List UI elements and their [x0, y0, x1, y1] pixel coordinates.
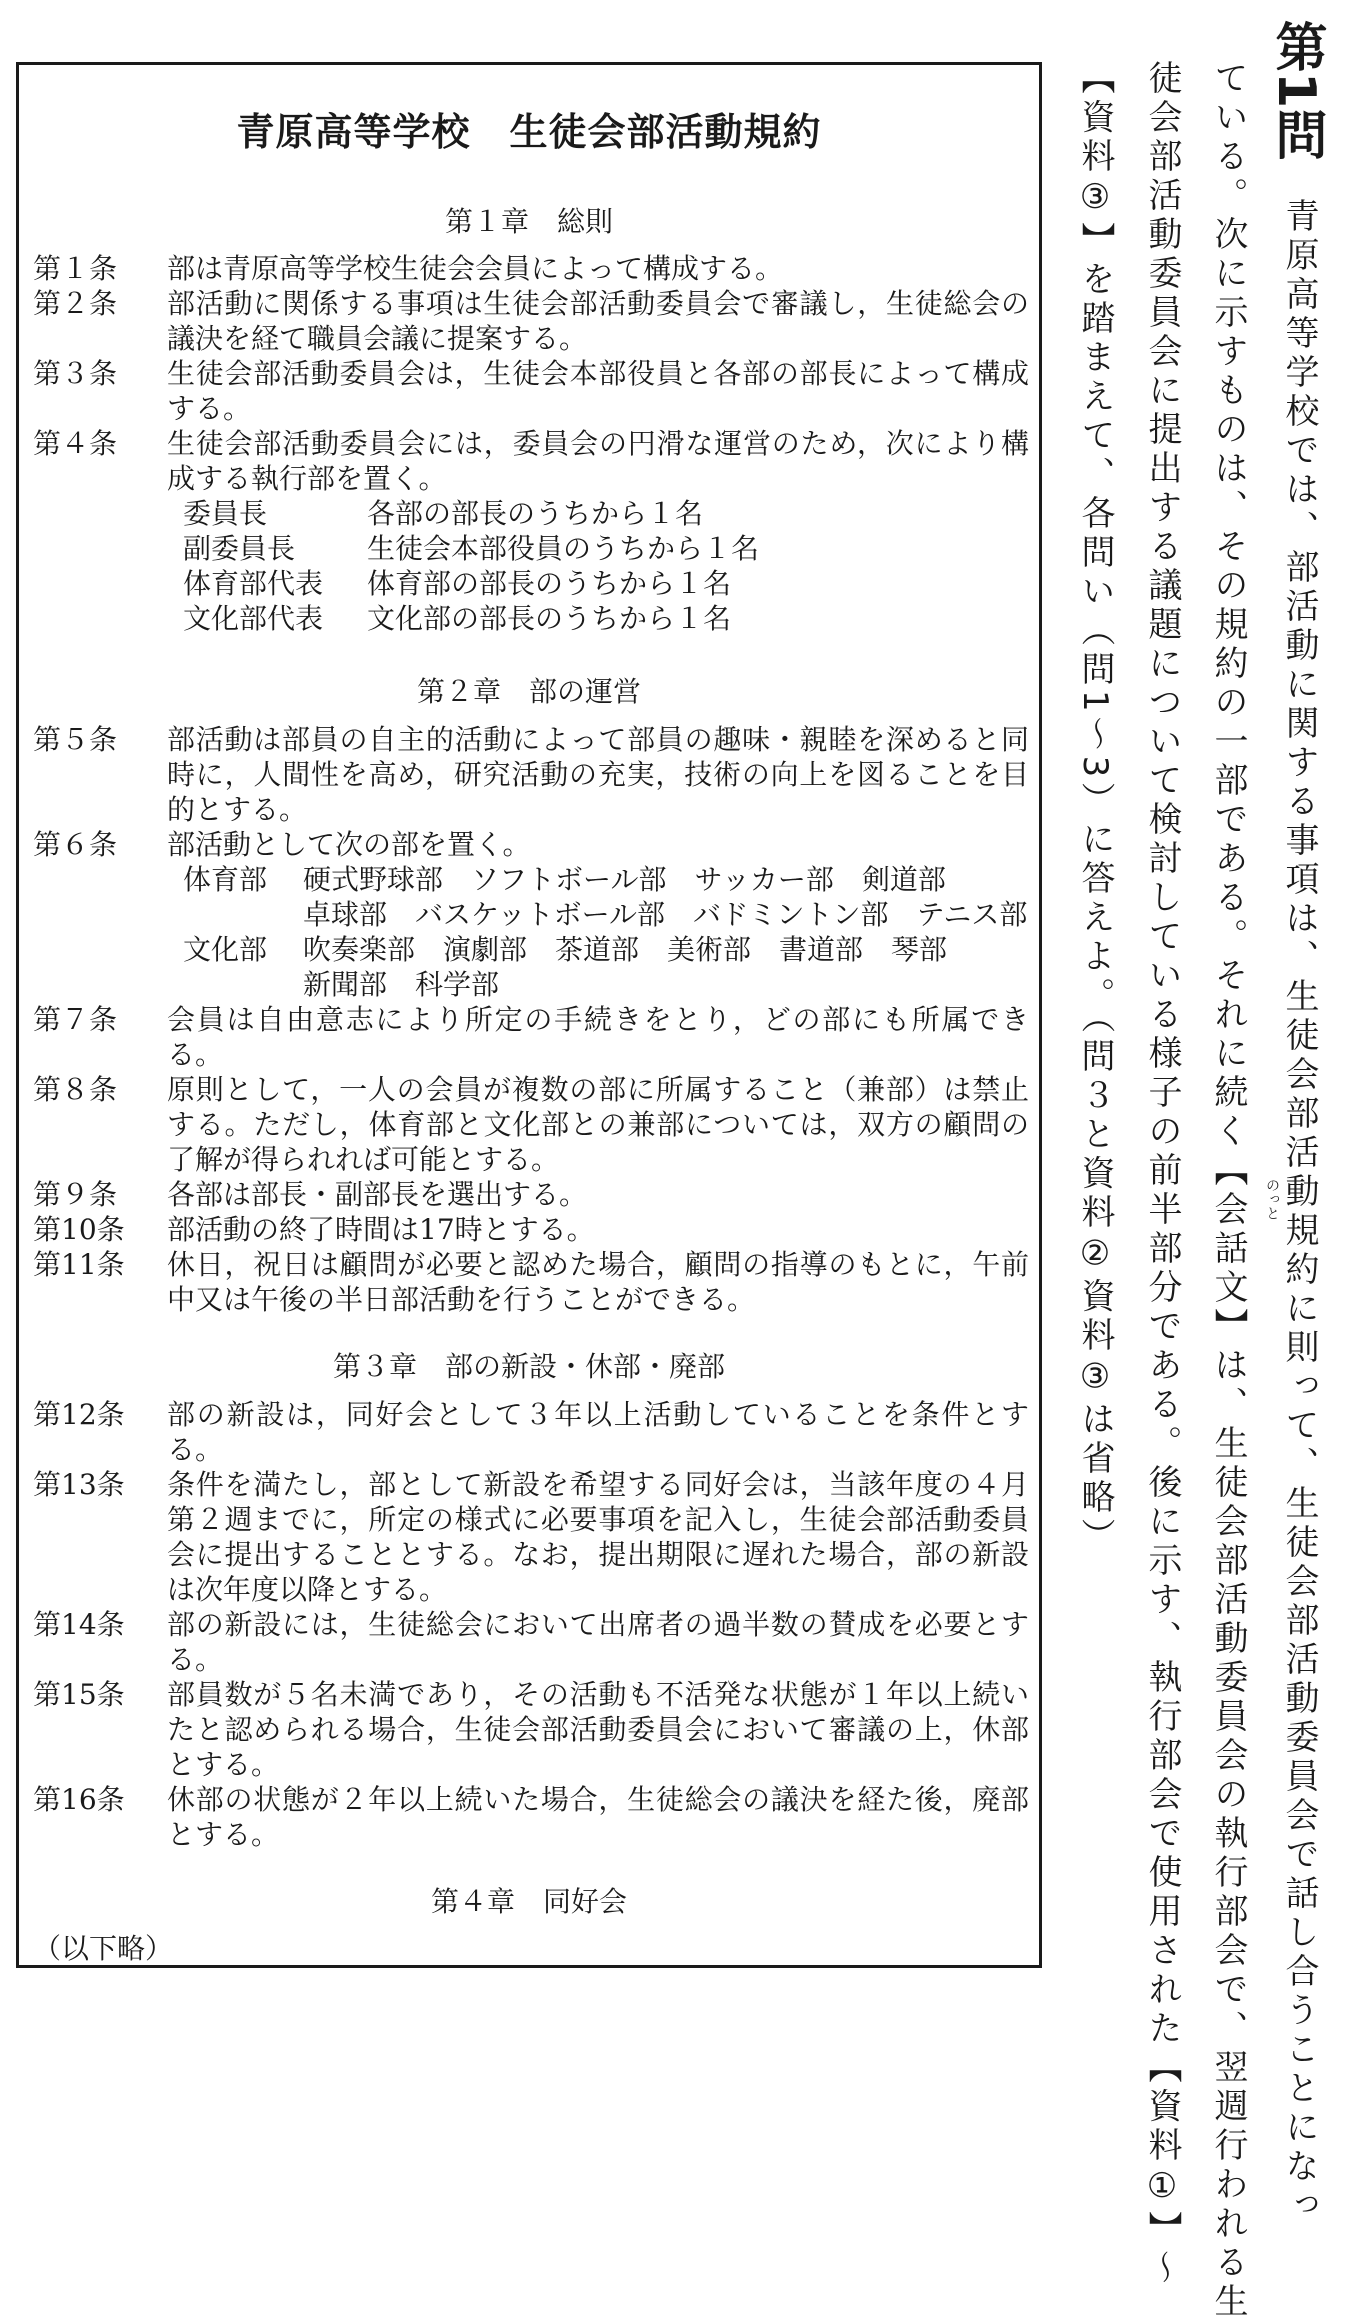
- article-label: 第４条: [33, 427, 118, 460]
- article-9: [33, 1177, 1033, 1212]
- article-text: 部活動に関係する事項は生徒会部活動委員会で審議し，生徒総会の議決を経て職員会議に提案する。: [167, 287, 1029, 355]
- article-13: [33, 1467, 1033, 1607]
- article-text: 休部の状態が２年以上続いた場合，生徒総会の議決を経た後，廃部とする。: [167, 1783, 1029, 1851]
- article-label: 第２条: [33, 287, 118, 320]
- exec-role: 委員長: [183, 497, 268, 530]
- article-5: [33, 722, 1033, 827]
- article-label: 第１条: [33, 252, 118, 285]
- article-text: 部の新設は，同好会として３年以上活動していることを条件とする。: [167, 1398, 1029, 1466]
- article-text: 原則として，一人の会員が複数の部に所属すること（兼部）は禁止する。ただし，体育部と文化部との兼部については，双方の顧問の了解が得られれば可能とする。: [167, 1073, 1029, 1176]
- article-7: [33, 1002, 1033, 1072]
- chapter-1-heading: 第１章 総則: [444, 205, 613, 238]
- culture-clubs-line-2: 新聞部 科学部: [303, 968, 500, 1001]
- exec-source: 体育部の部長のうちから１名: [367, 567, 732, 600]
- article-label: 第15条: [33, 1678, 125, 1711]
- article-label: 第10条: [33, 1213, 125, 1246]
- club-category-sports: 体育部: [183, 863, 268, 896]
- article-16: [33, 1782, 1033, 1852]
- article-12: [33, 1397, 1033, 1467]
- exec-source: 生徒会本部役員のうちから１名: [367, 532, 760, 565]
- article-text: 生徒会部活動委員会は，生徒会本部役員と各部の部長によって構成する。: [167, 357, 1029, 425]
- sports-clubs-line-1: 硬式野球部 ソフトボール部 サッカー部 剣道部: [303, 863, 946, 896]
- article-10: [33, 1212, 1033, 1247]
- article-text: 会員は自由意志により所定の手続きをとり，どの部にも所属できる。: [167, 1003, 1029, 1071]
- ruby-nottote: のっと: [1264, 1178, 1280, 1220]
- culture-clubs-line-1: 吹奏楽部 演劇部 茶道部 美術部 書道部 琴部: [303, 933, 948, 966]
- article-8: [33, 1072, 1033, 1177]
- question-text-col-3: 徒会部活動委員会に提出する議題について検討している様子の前半部分である。後に示す、執行部会で使用された【資料①】〜: [1142, 60, 1182, 2289]
- document-title: 青原高等学校 生徒会部活動規約: [236, 109, 822, 154]
- article-label: 第６条: [33, 828, 118, 861]
- article-text: 生徒会部活動委員会には，委員会の円滑な運営のため，次により構成する執行部を置く。: [167, 427, 1029, 495]
- exec-role: 文化部代表: [183, 602, 324, 635]
- article-label: 第３条: [33, 357, 118, 390]
- article-label: 第11条: [33, 1248, 125, 1281]
- sports-clubs-line-2: 卓球部 バスケットボール部 バドミントン部 テニス部: [303, 898, 1028, 931]
- article-text: 部の新設には，生徒総会において出席者の過半数の賛成を必要とする。: [167, 1608, 1029, 1676]
- article-label: 第16条: [33, 1783, 125, 1816]
- article-text: 部は青原高等学校生徒会会員によって構成する。: [167, 252, 784, 285]
- omitted-note: （以下略）: [33, 1932, 174, 1965]
- article-text: 各部は部長・副部長を選出する。: [167, 1178, 588, 1211]
- article-14: [33, 1607, 1033, 1677]
- question-text-col-1: 青原高等学校では、部活動に関する事項は、生徒会部活動規約に則って、生徒会部活動委員会で話し合うことになっ: [1279, 198, 1319, 2226]
- article-2: [33, 286, 1033, 356]
- article-label: 第12条: [33, 1398, 125, 1431]
- article-11: [33, 1247, 1033, 1317]
- article-3: [33, 356, 1033, 426]
- club-category-culture: 文化部: [183, 933, 268, 966]
- question-heading: 第1問: [1266, 20, 1326, 161]
- article-label: 第14条: [33, 1608, 125, 1641]
- regulation-document: [16, 62, 1042, 1968]
- article-15: [33, 1677, 1033, 1782]
- article-1: [33, 251, 1033, 286]
- chapter-2-heading: 第２章 部の運営: [416, 675, 641, 708]
- article-6: [33, 827, 1033, 862]
- exec-source: 各部の部長のうちから１名: [367, 497, 704, 530]
- question-text-col-4: 【資料③】を踏まえて、各問い（問1〜3）に答えよ。（問３と資料②資料③は省略）: [1075, 60, 1115, 1558]
- article-text: 部活動として次の部を置く。: [167, 828, 531, 861]
- article-4: [33, 426, 1033, 496]
- article-text: 部員数が５名未満であり，その活動も不活発な状態が１年以上続いたと認められる場合，生徒会部活動委員会において審議の上，休部とする。: [167, 1678, 1029, 1781]
- exec-role: 体育部代表: [183, 567, 324, 600]
- article-text: 休日，祝日は顧問が必要と認めた場合，顧問の指導のもとに，午前中又は午後の半日部活動を行うことができる。: [167, 1248, 1029, 1316]
- question-text-col-2: ている。次に示すものは、その規約の一部である。それに続く【会話文】は、生徒会部活動委員会の執行部会で、翌週行われる生: [1208, 60, 1248, 2322]
- article-label: 第５条: [33, 723, 118, 756]
- exec-source: 文化部の部長のうちから１名: [367, 602, 732, 635]
- article-label: 第７条: [33, 1003, 118, 1036]
- article-text: 部活動の終了時間は17時とする。: [167, 1213, 595, 1246]
- chapter-3-heading: 第３章 部の新設・休部・廃部: [332, 1350, 725, 1383]
- article-text: 条件を満たし，部として新設を希望する同好会は，当該年度の４月第２週までに，所定の様式に必要事項を記入し，生徒会部活動委員会に提出することとする。なお，提出期限に遅れた場合，部の新設は次年度以降とする。: [167, 1468, 1029, 1606]
- chapter-4-heading: 第４章 同好会: [430, 1885, 627, 1918]
- exec-role: 副委員長: [183, 532, 296, 565]
- article-text: 部活動は部員の自主的活動によって部員の趣味・親睦を深めると同時に，人間性を高め，研究活動の充実，技術の向上を図ることを目的とする。: [167, 723, 1029, 826]
- article-label: 第８条: [33, 1073, 118, 1106]
- article-label: 第13条: [33, 1468, 125, 1501]
- article-label: 第９条: [33, 1178, 118, 1211]
